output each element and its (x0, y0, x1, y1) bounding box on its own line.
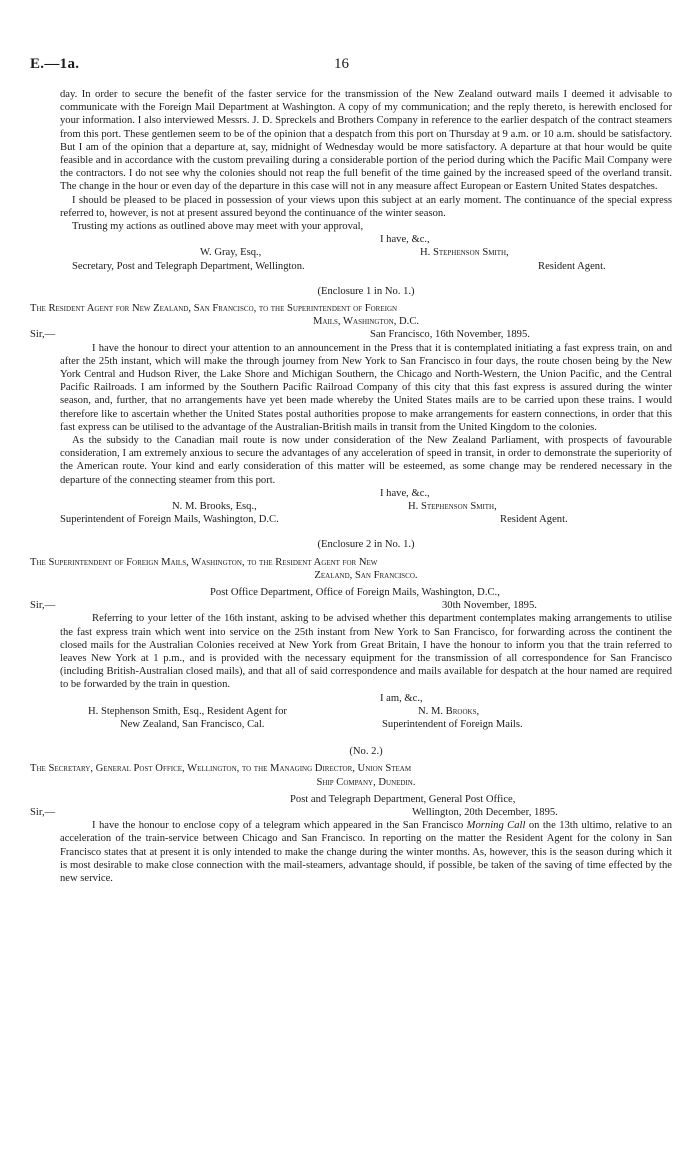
signature-row (60, 246, 672, 259)
addressee: W. Gray, Esq., (200, 247, 262, 259)
signer-title: Resident Agent. (500, 514, 568, 526)
paragraph-text: I have the honour to enclose copy of a telegram which appeared in the San Francisco (92, 820, 464, 832)
from-to-text: The Secretary, General Post Office, Wellington, to the Managing Director, Union Steam (30, 763, 412, 775)
document-reference: E.—1a. (30, 56, 80, 72)
closing: I have, &c., (380, 234, 430, 246)
signature-row (60, 500, 672, 513)
office-line: Post and Telegraph Department, General Post Office, (290, 793, 516, 805)
paragraph-text: on the 13th ultimo, relative to an acceleration of the train-service between Chicago and San Francisco. In reporting on the matter the Resident Agent for the colony in San Francisco states that at present it is only intended to make the change during the winter months. As, however, this is the season during which it is most desirable to make close connection with the mail-steamers, advantage should, if possible, be taken of the saving of time effected by the new service. (60, 820, 672, 884)
document-body (30, 88, 672, 885)
from-to-line (30, 762, 672, 775)
from-to-line (30, 556, 672, 569)
paragraph (60, 819, 672, 885)
from-to-text: The Resident Agent for New Zealand, San Francisco, to the Superintendent of Foreign (30, 303, 398, 314)
paragraph: Trusting my actions as outlined above may meet with your approval, (72, 221, 364, 233)
salutation: Sir,— (30, 329, 56, 341)
dateline: San Francisco, 16th November, 1895. (370, 329, 530, 341)
from-to-text: Ship Company, Dunedin. (316, 776, 416, 788)
signer: H. Stephenson Smith, (408, 501, 497, 513)
from-to-text: Zealand, San Francisco. (314, 569, 418, 581)
signer: H. Stephenson Smith, (420, 247, 509, 259)
closing-row (60, 487, 672, 500)
addressee-title: New Zealand, San Francisco, Cal. (120, 718, 265, 730)
from-to-line-2 (60, 569, 672, 582)
addressee-title: Secretary, Post and Telegraph Department, Wellington. (72, 260, 305, 272)
closing: I am, &c., (380, 692, 423, 704)
closing-row (60, 233, 672, 246)
newspaper-title: Morning Call (466, 820, 526, 832)
section-heading: (Enclosure 1 in No. 1.) (317, 285, 415, 297)
from-to-text: The Superintendent of Foreign Mails, Washington, to the Resident Agent for New (30, 556, 378, 568)
paragraph: As the subsidy to the Canadian mail route is now under consideration of the New Zealand Parliament, with prospects of favourable consideration, I am extremely anxious to secure the advantages of any acceleration of speed in transit, in order to demonstrate the superiority of the American route. Your kind and early consideration of this matter will be esteemed, as some change may be rendered necessary in the departure of the connecting steamer from this port. (60, 435, 672, 486)
salutation: Sir,— (30, 806, 56, 818)
office-row (60, 793, 672, 806)
from-to-line-2 (60, 315, 672, 328)
closing-row (60, 692, 672, 705)
addressee: N. M. Brooks, Esq., (172, 501, 257, 513)
section-heading: (Enclosure 2 in No. 1.) (317, 539, 415, 551)
closing: I have, &c., (380, 487, 430, 499)
from-to-line-2 (60, 776, 672, 789)
title-row (60, 718, 672, 731)
addressee: H. Stephenson Smith, Esq., Resident Agent for (88, 705, 287, 717)
office-line: Post Office Department, Office of Foreign Mails, Washington, D.C., (210, 587, 500, 598)
title-row (60, 513, 672, 526)
paragraph: I have the honour to direct your attention to an announcement in the Press that it is contemplated initiating a fast express train, on and after the 25th instant, which will make the through journey from New York to San Francisco in four days, the route chosen being by the New York Central and Hudson River, the Lake Shore and Michigan Southern, the Chicago and North-Western, the Union Pacific, and the Central Pacific Railroads. I am informed by the Southern Pacific Railroad Company of this city that this fast express is assured during the winter season, and, further, that no arrangements have yet been made whereby the United States mails are to be carried upon these trains. I would therefore like to ascertain whether the United States postal authorities propose to make arrangements for eastern connections, in order that this fast express can be utilised to the advantage of the Australian-British mails in transit from the United Kingdom to the colonies. (60, 342, 672, 433)
addressee-title: Superintendent of Foreign Mails, Washington, D.C. (60, 514, 279, 526)
dateline: Wellington, 20th December, 1895. (412, 806, 558, 818)
paragraph: I should be pleased to be placed in possession of your views upon this subject at an early moment. The continuance of the special express referred to, however, is not at present assured beyond the continuance of the winter season. (60, 194, 672, 219)
salutation-row (30, 599, 672, 612)
from-to-text: Mails, Washington, D.C. (312, 316, 420, 328)
signature-row (60, 705, 672, 718)
section-heading: (No. 2.) (349, 746, 383, 758)
salutation-row (30, 806, 672, 819)
page-number: 16 (334, 56, 349, 72)
dateline: 30th November, 1895. (442, 600, 537, 612)
from-to-line (30, 302, 672, 315)
title-row (60, 260, 672, 273)
salutation: Sir,— (30, 600, 56, 612)
office-row (60, 586, 672, 599)
paragraph: day. In order to secure the benefit of the faster service for the transmission of the New Zealand outward mails I deemed it advisable to communicate with the Foreign Mail Department at Washington. A copy of my communication; and the reply thereto, is herewith enclosed for your information. I also interviewed Messrs. J. D. Spreckels and Brothers Company in reference to the earlier despatch of the contract steamers from this port. These gentlemen seem to be of the opinion that a despatch from this port on Thursday at 9 a.m. or 10 a.m. should be satisfactory. But I am of the opinion that a departure at, say, midnight of Wednesday would be more satisfactory. A departure at that hour would be quite feasible and in accordance with the custom prevailing during a considerable portion of the period during which the Pacific Mail Company were the contractors. I do not see why the colonies should not reap the full benefit of the time gained by the increased speed of the overland transit. The change in the hour or even day of the departure in this case will not in any measure affect European or Eastern United States despatches. (60, 89, 672, 193)
signer: N. M. Brooks, (418, 705, 480, 717)
paragraph: Referring to your letter of the 16th instant, asking to be advised whether this department contemplates making arrangements to utilise the fast express train which went into service on the 25th instant from New York to San Francisco, for forwarding across the continent the closed mails for the Australian Colonies received at New York from Great Britain, I have the honour to inform you that the train referred to leaves New York at 1 p.m., and is provided with the necessary equipment for the transmission of all correspondence for San Francisco (including British-Australian closed mails), and that all of said correspondence and mails available for despatch at the hour named are required to be forwarded by the train in question. (60, 613, 672, 691)
signer-title: Superintendent of Foreign Mails. (382, 718, 523, 730)
signer-title: Resident Agent. (538, 260, 606, 272)
salutation-row (30, 328, 672, 341)
